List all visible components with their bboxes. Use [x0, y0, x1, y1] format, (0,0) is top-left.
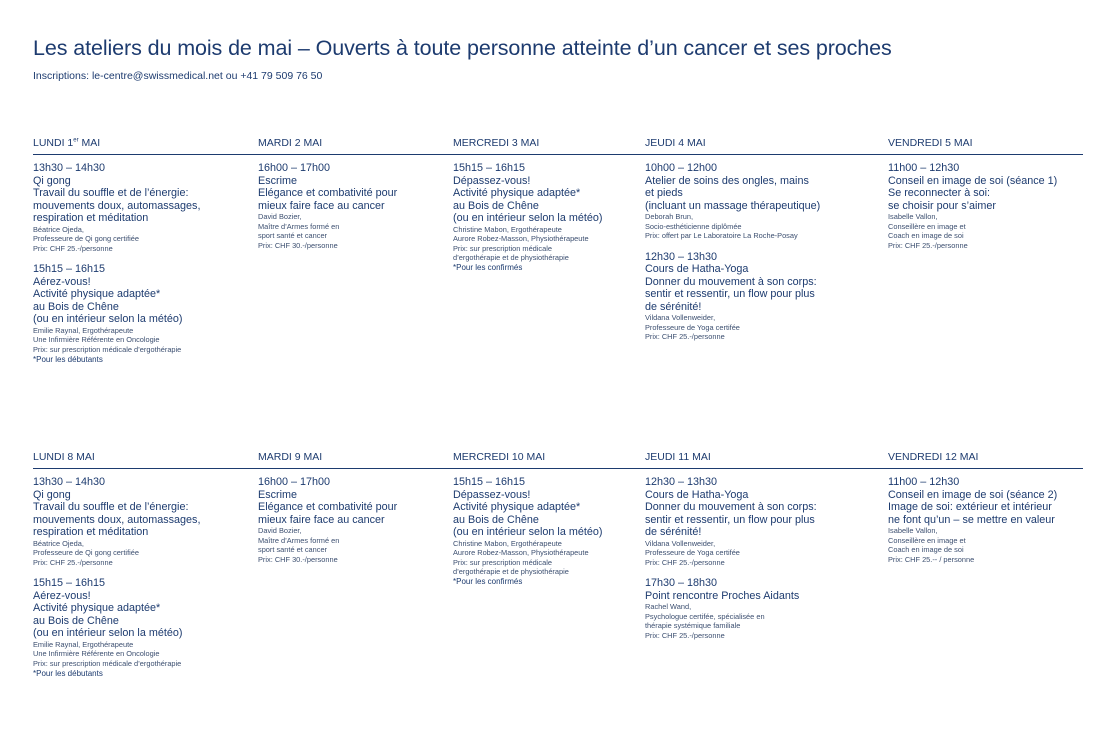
day-header: [453, 451, 545, 463]
event-block: [33, 577, 243, 678]
event-detail: Aurore Robez-Masson, Physiothérapeute: [453, 548, 589, 558]
event-description: Activité physique adaptée*: [453, 187, 581, 199]
event-detail: Prix: offert par Le Laboratoire La Roche-Posay: [645, 231, 798, 241]
day-column: [258, 476, 468, 574]
event-block: [33, 162, 243, 253]
event-block: [33, 476, 243, 567]
day-label-sup: er: [73, 137, 79, 144]
event-detail: David Bozier,: [258, 212, 302, 221]
event-description: au Bois de Chêne: [33, 300, 119, 313]
event-time: 12h30 – 13h30: [645, 476, 718, 488]
event-time: 10h00 – 12h00: [645, 162, 718, 174]
event-detail: Prix: CHF 30.-/personne: [258, 240, 338, 250]
week-1: [33, 137, 1083, 364]
registration-info: Inscriptions: le-centre@swissmedical.net ou +41 79 509 76 50: [33, 70, 323, 82]
event-description: au Bois de Chêne: [453, 513, 539, 526]
event-description: (ou en intérieur selon la météo): [33, 627, 183, 640]
event-detail: thérapie systémique familiale: [645, 621, 741, 631]
event-description: mieux faire face au cancer: [258, 199, 385, 212]
day-header-row: [33, 137, 1083, 155]
event-description: (ou en intérieur selon la météo): [33, 313, 183, 326]
event-description: Activité physique adaptée*: [33, 602, 161, 615]
event-block: [645, 162, 855, 241]
event-description: Donner du mouvement à son corps:: [645, 501, 817, 513]
event-detail: Conseillère en image et: [888, 535, 966, 545]
event-block: [645, 476, 855, 567]
event-description: (ou en intérieur selon la météo): [453, 526, 603, 538]
event-time: 17h30 – 18h30: [645, 577, 718, 590]
event-detail: Maître d’Armes formé en: [258, 221, 340, 231]
event-block: [453, 476, 663, 586]
event-description: Activité physique adaptée*: [33, 288, 161, 301]
day-column: [888, 162, 1098, 260]
event-note: *Pour les confirmés: [453, 576, 523, 586]
event-detail: Prix: CHF 25.-/personne: [888, 240, 968, 250]
event-detail: Christine Mabon, Ergothérapeute: [453, 224, 562, 234]
event-note: *Pour les débutants: [33, 668, 103, 678]
day-label: JEUDI 4 MAI: [645, 137, 706, 149]
event-name: Dépassez-vous!: [453, 174, 531, 187]
event-detail: Coach en image de soi: [888, 231, 964, 241]
event-block: [453, 162, 663, 272]
event-detail: Prix: CHF 30.-/personne: [258, 554, 338, 564]
event-name: Qi gong: [33, 488, 71, 501]
event-detail: Une Infirmière Référente en Oncologie: [33, 335, 160, 345]
event-time: 11h00 – 12h30: [888, 162, 960, 174]
event-description: mieux faire face au cancer: [258, 513, 385, 526]
day-header: [888, 451, 978, 463]
event-name: Cours de Hatha-Yoga: [645, 263, 749, 276]
event-description: respiration et méditation: [33, 212, 149, 224]
day-label-suffix: MAI: [78, 137, 101, 149]
day-header: [258, 451, 322, 463]
event-detail: Christine Mabon, Ergothérapeute: [453, 538, 562, 548]
day-label: VENDREDI 5 MAI: [888, 137, 973, 149]
event-detail: sport santé et cancer: [258, 231, 328, 241]
day-column: [888, 476, 1098, 574]
day-column: [453, 476, 663, 596]
event-detail: Prix: sur prescription médicale d’ergothérapie: [33, 344, 182, 354]
day-label: MARDI 9 MAI: [258, 451, 323, 463]
day-label: MARDI 2 MAI: [258, 137, 323, 149]
week-2: [33, 451, 1083, 678]
event-detail: David Bozier,: [258, 526, 302, 535]
event-description: Elégance et combativité pour: [258, 501, 398, 513]
event-description: de sérénité!: [645, 526, 702, 538]
event-detail: Prix: CHF 25.-- / personne: [888, 554, 975, 564]
event-description: mouvements doux, automassages,: [33, 513, 201, 526]
event-time: 12h30 – 13h30: [645, 250, 718, 263]
day-column: [645, 162, 855, 352]
event-time: 13h30 – 14h30: [33, 476, 106, 488]
day-column: [33, 476, 243, 688]
event-block: [888, 476, 1098, 564]
event-description: Travail du souffle et de l’énergie:: [33, 187, 189, 199]
day-header-row: [33, 451, 1083, 469]
event-detail: Conseillère en image et: [888, 221, 966, 231]
day-header: [645, 137, 706, 149]
event-description: (ou en intérieur selon la météo): [453, 212, 603, 224]
day-header: [645, 451, 711, 463]
event-description: se choisir pour s’aimer: [888, 199, 997, 212]
event-time: 15h15 – 16h15: [33, 577, 106, 590]
day-column: [33, 162, 243, 374]
event-name: Aérez-vous!: [33, 589, 91, 602]
day-header: [453, 137, 539, 149]
event-detail: Prix: CHF 25.-/personne: [33, 243, 113, 253]
event-detail: Emilie Raynal, Ergothérapeute: [33, 325, 134, 335]
event-block: [645, 577, 855, 640]
day-header: [33, 451, 95, 463]
event-name: Cours de Hatha-Yoga: [645, 488, 749, 501]
event-block: [645, 251, 855, 342]
event-description: Se reconnecter à soi:: [888, 187, 991, 199]
event-time: 13h30 – 14h30: [33, 162, 106, 174]
event-detail: Professeure de Yoga certifée: [645, 322, 740, 332]
event-detail: Coach en image de soi: [888, 545, 964, 555]
page-title: Les ateliers du mois de mai – Ouverts à toute personne atteinte d’un cancer et ses proches: [33, 36, 892, 60]
event-description: mouvements doux, automassages,: [33, 199, 201, 212]
event-detail: Socio-esthéticienne diplômée: [645, 221, 742, 231]
event-description: au Bois de Chêne: [33, 614, 119, 627]
event-description: respiration et méditation: [33, 526, 149, 538]
event-description: de sérénité!: [645, 300, 702, 313]
day-column: [453, 162, 663, 282]
event-detail: Prix: CHF 25.-/personne: [645, 332, 725, 342]
event-detail: d’ergothérapie et de physiothérapie: [453, 253, 569, 263]
event-description: au Bois de Chêne: [453, 199, 539, 212]
event-detail: Deborah Brun,: [645, 212, 694, 221]
event-name: Aérez-vous!: [33, 275, 91, 288]
event-detail: Aurore Robez-Masson, Physiothérapeute: [453, 234, 589, 244]
day-label: VENDREDI 12 MAI: [888, 451, 979, 463]
event-detail: Professeure de Qi gong certifiée: [33, 548, 139, 558]
event-detail: Professeure de Yoga certifée: [645, 548, 740, 558]
event-description: (incluant un massage thérapeutique): [645, 199, 821, 212]
day-label: LUNDI 1: [33, 137, 74, 149]
event-block: [888, 162, 1098, 250]
event-description: Travail du souffle et de l’énergie:: [33, 501, 189, 513]
day-header: [258, 137, 322, 149]
event-description: Elégance et combativité pour: [258, 187, 398, 199]
event-detail: Prix: CHF 25.-/personne: [645, 557, 725, 567]
event-detail: Psychologue certifée, spécialisée en: [645, 611, 765, 621]
event-detail: Emilie Raynal, Ergothérapeute: [33, 639, 134, 649]
day-column: [258, 162, 468, 260]
event-time: 15h15 – 16h15: [453, 476, 526, 488]
event-description: sentir et ressentir, un flow pour plus: [645, 288, 815, 301]
event-description: ne font qu’un – se mettre en valeur: [888, 513, 1055, 526]
event-detail: Prix: sur prescription médicale: [453, 243, 552, 253]
event-detail: Rachel Wand,: [645, 602, 692, 612]
event-name: Point rencontre Proches Aidants: [645, 589, 800, 602]
event-detail: Professeure de Qi gong certifiée: [33, 234, 139, 244]
event-note: *Pour les confirmés: [453, 262, 523, 272]
event-description: sentir et ressentir, un flow pour plus: [645, 513, 815, 526]
event-name: Conseil en image de soi (séance 1): [888, 174, 1058, 187]
event-detail: Vildana Vollenweider,: [645, 313, 716, 323]
day-column: [645, 476, 855, 651]
event-name: Escrime: [258, 174, 297, 187]
event-time: 11h00 – 12h30: [888, 476, 960, 488]
event-name: Dépassez-vous!: [453, 488, 531, 501]
event-detail: d’ergothérapie et de physiothérapie: [453, 567, 569, 577]
event-detail: Prix: sur prescription médicale: [453, 557, 552, 567]
event-detail: Vildana Vollenweider,: [645, 538, 716, 548]
event-detail: sport santé et cancer: [258, 545, 328, 555]
day-label: JEUDI 11 MAI: [645, 451, 711, 463]
event-time: 15h15 – 16h15: [33, 263, 106, 276]
event-detail: Isabelle Vallon,: [888, 212, 938, 221]
event-detail: Prix: sur prescription médicale d’ergothérapie: [33, 658, 182, 668]
event-note: *Pour les débutants: [33, 354, 103, 364]
event-block: [258, 162, 468, 250]
event-time: 15h15 – 16h15: [453, 162, 526, 174]
event-description: Activité physique adaptée*: [453, 501, 581, 513]
event-name: Atelier de soins des ongles, mains: [645, 174, 809, 187]
event-block: [33, 263, 243, 364]
event-time: 16h00 – 17h00: [258, 162, 331, 174]
event-block: [258, 476, 468, 564]
event-name: Conseil en image de soi (séance 2): [888, 488, 1058, 501]
day-label: MERCREDI 3 MAI: [453, 137, 540, 149]
day-label: LUNDI 8 MAI: [33, 451, 95, 463]
day-header: [33, 137, 100, 149]
event-description: Donner du mouvement à son corps:: [645, 275, 817, 288]
event-detail: Béatrice Ojeda,: [33, 224, 84, 234]
event-detail: Une Infirmière Référente en Oncologie: [33, 649, 160, 659]
event-detail: Maître d’Armes formé en: [258, 535, 340, 545]
event-detail: Prix: CHF 25.-/personne: [645, 631, 725, 641]
event-detail: Prix: CHF 25.-/personne: [33, 557, 113, 567]
day-header: [888, 137, 973, 149]
event-description: et pieds: [645, 187, 683, 199]
event-name: Qi gong: [33, 174, 71, 187]
event-detail: Béatrice Ojeda,: [33, 538, 84, 548]
day-label: MERCREDI 10 MAI: [453, 451, 546, 463]
event-name: Escrime: [258, 488, 297, 501]
event-time: 16h00 – 17h00: [258, 476, 331, 488]
event-detail: Isabelle Vallon,: [888, 526, 938, 535]
event-description: Image de soi: extérieur et intérieur: [888, 501, 1052, 513]
